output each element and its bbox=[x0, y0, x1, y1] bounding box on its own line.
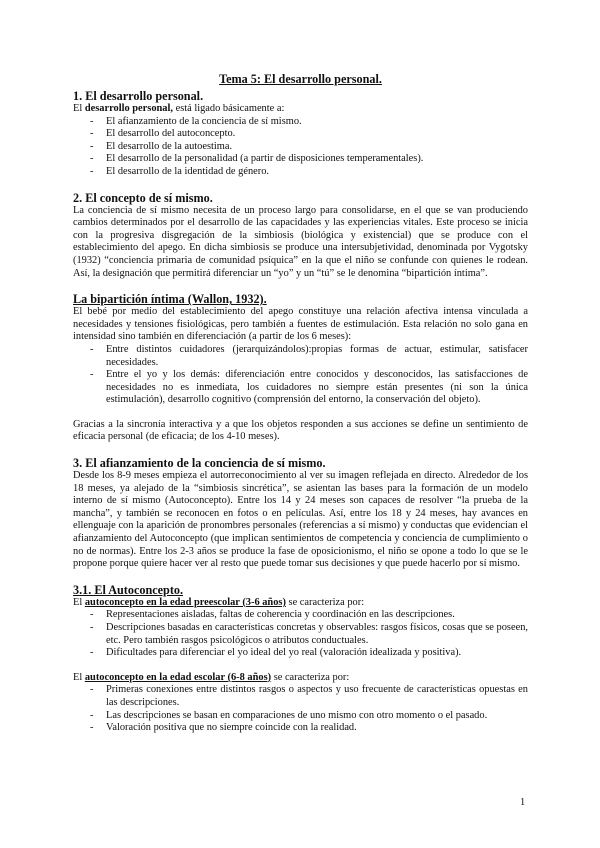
section-1-heading: 1. El desarrollo personal. bbox=[73, 89, 204, 103]
list-item: - Descripciones basadas en características concretas y observables: rasgos físicos, cosas que se poseen, etc. Pero también rasgos psicológicos o atributos conductuales. bbox=[73, 622, 528, 647]
list-item: - Entre distintos cuidadores (jerarquizándolos):propias formas de actuar, estimular, satisfacer necesidades. bbox=[73, 344, 528, 369]
section-2-paragraph: La conciencia de sí mismo necesita de un proceso largo para consolidarse, en el que se van produciendo cambios determinados por el desarrollo de las capacidades y las experiencias vitales. Este proceso se inicia con la progresiva disgregación de la simbiosis (biológica y existencial) que se produce con el establecimiento del apego. En dicha simbiosis se produce una intersubjetividad, denominada por Vygotsky (1932) “conciencia primaria de comunidad psíquica” en la que el niño se confunde con quienes le rodean. Así, la designación que permitirá diferenciar un “yo” y un “tú” se le denomina “bipartición íntima”. bbox=[73, 204, 528, 279]
preschool-intro: El autoconcepto en la edad preescolar (3-6 años) se caracteriza por: bbox=[73, 596, 365, 608]
preschool-list bbox=[73, 609, 528, 659]
page-number: 1 bbox=[520, 797, 526, 808]
list-item: - El desarrollo del autoconcepto. bbox=[73, 128, 528, 141]
section-3-heading: 3. El afianzamiento de la conciencia de sí mismo. bbox=[73, 456, 326, 471]
school-age-intro: El autoconcepto en la edad escolar (6-8 años) se caracteriza por: bbox=[73, 671, 350, 683]
section-3-paragraph: Desde los 8-9 meses empieza el autorreconocimiento al ver su imagen reflejada en directo. Alrededor de los 18 meses, ya alejado de la “simbiosis sincrética”, se asientan las bases para la formación de un modelo interno de sí mismo (Autoconcepto). Entre los 14 y 24 meses son capaces de resolver “la prueba de la mancha”, y también se reconocen en fotos o en películas. Así, entre los 18 y 24 meses, hay avances en ellenguaje con la aparición de pronombres personales (referencias a sí mismo) y conductas que evidencian el afianzamiento del Autoconcepto (que implican sentimientos de competencia y conciencia de cumplimiento o no de normas). Entre los 2-3 años se produce la fase de oposicionismo, el niño se opone a todo lo que se le propone porque quiere hacer ver al resto que puede tomar sus decisiones y que puede hacerlo por sí mismo. bbox=[73, 470, 528, 570]
section-2-heading: 2. El concepto de sí mismo. bbox=[73, 190, 213, 205]
bipartition-heading: La bipartición íntima (Wallon, 1932). bbox=[73, 292, 267, 307]
school-age-list bbox=[73, 684, 528, 734]
document-page bbox=[73, 72, 528, 735]
list-item: - El desarrollo de la personalidad (a partir de disposiciones temperamentales). bbox=[73, 153, 528, 166]
section-1-list bbox=[73, 116, 528, 179]
bipartition-list bbox=[73, 344, 528, 407]
page-title: Tema 5: El desarrollo personal. bbox=[219, 72, 382, 86]
list-item: - El desarrollo de la identidad de género. bbox=[73, 166, 528, 179]
list-item: - Entre el yo y los demás: diferenciación entre conocidos y desconocidos, las satisfacciones de necesidades no es inmediata, los cuidadores no siempre están presentes (ni son la única estimulación), desarrollo cognitivo (comprensión del entorno, la conservación del objeto). bbox=[73, 369, 528, 407]
list-item: - El afianzamiento de la conciencia de sí mismo. bbox=[73, 116, 528, 129]
section-1-intro: El desarrollo personal, está ligado básicamente a: bbox=[73, 103, 285, 114]
bipartition-paragraph: El bebé por medio del establecimiento del apego constituye una relación afectiva intensa vinculada a necesidades y tensiones fisiológicas, pero también a fuentes de estimulación. Esta relación no solo gana en intensidad sino también en diferenciación (a partir de los 6 meses): bbox=[73, 306, 528, 343]
list-item: - Valoración positiva que no siempre coincide con la realidad. bbox=[73, 722, 528, 735]
list-item: - Las descripciones se basan en comparaciones de uno mismo con otro momento o el pasado. bbox=[73, 710, 528, 723]
list-item: - Representaciones aisladas, faltas de coherencia y coordinación en las descripciones. bbox=[73, 609, 528, 622]
list-item: - Dificultades para diferenciar el yo ideal del yo real (valoración idealizada y positiva). bbox=[73, 647, 528, 660]
bipartition-closing: Gracias a la sincronía interactiva y a que los objetos responden a sus acciones se define un sentimiento de eficacia personal (de eficacia; de los 4-10 meses). bbox=[73, 418, 528, 443]
list-item: - Primeras conexiones entre distintos rasgos o aspectos y uso frecuente de características opuestas en las descripciones. bbox=[73, 684, 528, 709]
section-3-1-heading: 3.1. El Autoconcepto. bbox=[73, 582, 184, 597]
list-item: - El desarrollo de la autoestima. bbox=[73, 141, 528, 154]
